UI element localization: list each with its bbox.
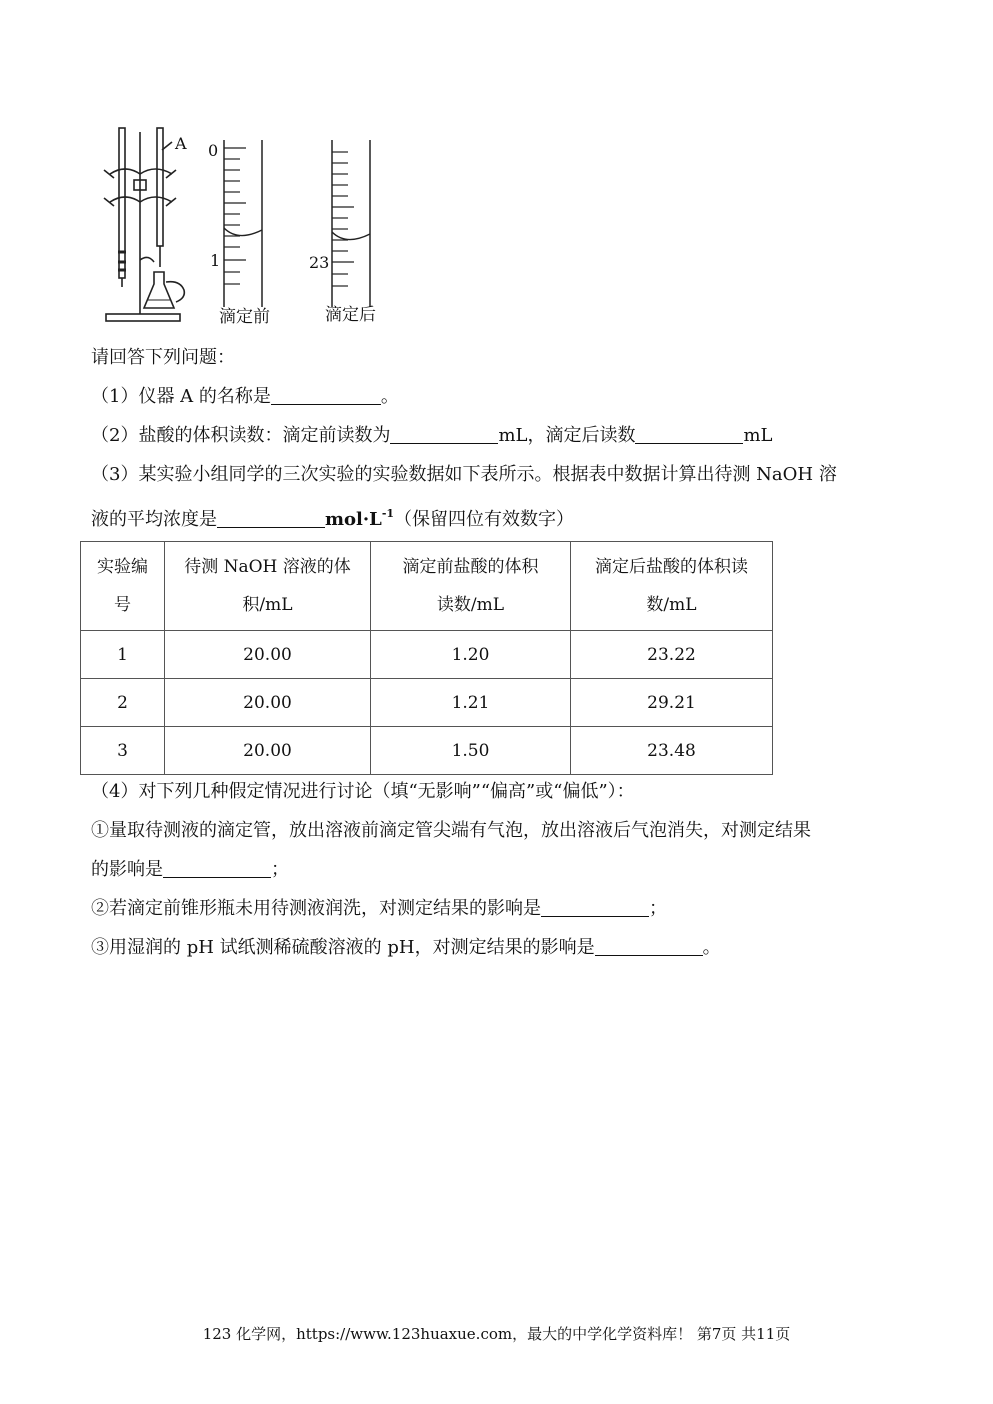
question-1-end: 。 — [380, 386, 399, 407]
question-3-line-2 — [91, 502, 574, 532]
table-cell: 20.00 — [165, 679, 371, 727]
question-3-line-2-start: 液的平均浓度是 — [91, 509, 217, 530]
table-row — [81, 631, 773, 679]
table-header-cell: 待测 NaOH 溶液的体 积/mL — [165, 542, 371, 631]
caption-before: 滴定前 — [219, 307, 270, 327]
tick-label-one: 1 — [210, 251, 221, 270]
question-2-text: （2）盐酸的体积读数：滴定前读数为 — [91, 425, 391, 446]
table-header-cell: 实验编 号 — [81, 542, 165, 631]
table-header-cell: 滴定后盐酸的体积读 数/mL — [571, 542, 773, 631]
tick-label-twentythree: 23 — [309, 253, 330, 272]
caption-after: 滴定后 — [325, 305, 376, 325]
answer-blank-4-2[interactable] — [541, 898, 649, 917]
table-cell: 20.00 — [165, 727, 371, 775]
table-cell: 3 — [81, 727, 165, 775]
question-4-item-3-end: 。 — [702, 937, 721, 958]
tick-label-zero: 0 — [208, 141, 219, 160]
question-4-item-1-text: 的影响是 — [91, 859, 163, 880]
question-2 — [91, 424, 773, 448]
answer-blank-2b[interactable] — [635, 425, 743, 444]
question-4-item-2-end: ； — [649, 898, 667, 919]
concentration-unit: mol·L — [325, 509, 382, 530]
table-row — [81, 727, 773, 775]
question-4-item-3 — [91, 936, 721, 960]
answer-blank-4-3[interactable] — [595, 937, 703, 956]
table-cell: 1.20 — [371, 631, 571, 679]
table-cell: 1.21 — [371, 679, 571, 727]
question-4-item-1-line-1: ①量取待测液的滴定管，放出溶液前滴定管尖端有气泡，放出溶液后气泡消失，对测定结果 — [91, 820, 811, 841]
table-cell: 29.21 — [571, 679, 773, 727]
intro-text: 请回答下列问题： — [91, 347, 235, 368]
answer-blank-3[interactable] — [217, 509, 325, 528]
table-header-cell: 滴定前盐酸的体积 读数/mL — [371, 542, 571, 631]
experiment-data-table — [80, 541, 773, 775]
concentration-unit-exponent: -1 — [381, 507, 395, 520]
question-3-line-2-end: （保留四位有效数字） — [394, 509, 575, 530]
table-cell: 23.48 — [571, 727, 773, 775]
question-1-text: （1）仪器 A 的名称是 — [91, 386, 271, 407]
question-1 — [91, 385, 399, 409]
question-4-item-2-text: ②若滴定前锥形瓶未用待测液润洗，对测定结果的影响是 — [91, 898, 541, 919]
question-3-line-1: （3）某实验小组同学的三次实验的实验数据如下表所示。根据表中数据计算出待测 NaOH 溶 — [91, 464, 837, 485]
answer-blank-1[interactable] — [271, 386, 381, 405]
table-cell: 20.00 — [165, 631, 371, 679]
table-header-row — [81, 542, 773, 631]
table-row — [81, 679, 773, 727]
page-footer: 123 化学网，https://www.123huaxue.com，最大的中学化学资料库！ 第7页 共11页 — [202, 1325, 791, 1343]
question-4-item-1-line-2 — [91, 858, 289, 882]
question-2-end: mL — [743, 425, 773, 446]
answer-blank-4-1[interactable] — [163, 859, 271, 878]
question-4-item-3-text: ③用湿润的 pH 试纸测稀硫酸溶液的 pH，对测定结果的影响是 — [91, 937, 595, 958]
label-a: A — [175, 134, 187, 153]
table-cell: 23.22 — [571, 631, 773, 679]
question-4-intro: （4）对下列几种假定情况进行讨论（填“无影响”“偏高”或“偏低”）： — [91, 781, 635, 802]
question-2-mid: mL，滴定后读数 — [498, 425, 636, 446]
table-cell: 1.50 — [371, 727, 571, 775]
question-4-item-2 — [91, 897, 667, 921]
answer-blank-2a[interactable] — [390, 425, 498, 444]
table-cell: 2 — [81, 679, 165, 727]
table-cell: 1 — [81, 631, 165, 679]
question-4-item-1-end: ； — [271, 859, 289, 880]
